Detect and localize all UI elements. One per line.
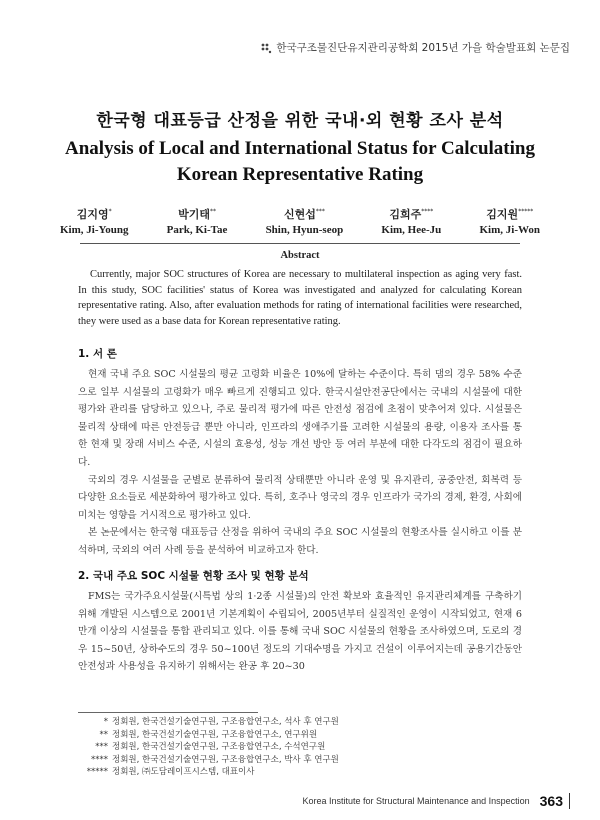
- footnote-text: 정회원, 한국건설기술연구원, 구조융합연구소, 석사 후 연구원: [112, 717, 339, 727]
- author-list: [60, 206, 540, 236]
- author: [266, 206, 344, 236]
- abstract-text: Currently, major SOC structures of Korea are necessary to multilateral inspection as aging very fast. In this study, SOC facilities' status of Korea was investigated and analyzed for calculating Korean representative rating. Also, after evaluation methods for rating of international facilities were researched, they were used as a base data for Korean representative rating.: [78, 269, 522, 327]
- running-header: [260, 40, 570, 55]
- footnote: [78, 716, 339, 729]
- abstract-heading: Abstract: [280, 250, 320, 261]
- author-mark: **: [209, 208, 216, 215]
- paper-title-english: [0, 136, 600, 188]
- author-name-english: Park, Ki-Tae: [166, 224, 228, 236]
- author-name-korean: 김희주: [389, 208, 422, 221]
- section-body-introduction: [78, 366, 522, 560]
- author-name-english: Kim, Hee-Ju: [381, 224, 442, 236]
- title-english-line1: Analysis of Local and International Status for Calculating: [65, 138, 535, 159]
- section-body-status: [78, 588, 522, 676]
- author-name-korean: 김지원: [486, 208, 519, 221]
- footer-institute: Korea Institute for Structural Maintenance and Inspection: [302, 796, 530, 806]
- author-name-korean: 신현섭: [283, 208, 316, 221]
- section-heading-introduction: 1. 서 론: [78, 348, 117, 360]
- author-mark: *: [108, 208, 112, 215]
- footnote-mark: **: [99, 729, 108, 740]
- footnote-mark: ****: [91, 754, 108, 765]
- paragraph: FMS는 국가주요시설물(시특법 상의 1·2종 시설물)의 안전 확보와 효율적인 유지관리체계를 구축하기 위해 개발된 시스템으로 2001년 기본계획이 수립되어, 2005년부터 실질적인 운영이 시작되었고, 현재 6만개 이상의 시설물을 통합 관리되고 있다. 이를 통해 국내 SOC 시설물의 현황을 조사하였으며, 도로의 경우 15~50년, 상하수도의 경우 50~100년 정도의 기대수명을 가지고 건설이 이루어지는데 공용기간동안 안전성과 사용성을 유지하기 위해서는 완공 후 20~30: [78, 591, 522, 673]
- footnote: [78, 754, 339, 767]
- author-name-english: Kim, Ji-Young: [60, 224, 129, 236]
- author-mark: *****: [518, 208, 534, 215]
- author: [381, 206, 441, 236]
- paper-title-korean: 한국형 대표등급 산정을 위한 국내·외 현황 조사 분석: [96, 111, 504, 131]
- footnote-mark: *: [103, 717, 108, 727]
- footnote-text: 정회원, 한국건설기술연구원, 구조융합연구소, 박사 후 연구원: [112, 754, 339, 765]
- author-name-korean: 박기태: [178, 208, 210, 221]
- author-mark: ****: [421, 208, 434, 215]
- author-mark: ***: [315, 208, 325, 215]
- emblem-icon: [260, 42, 272, 54]
- footnote: [78, 741, 339, 754]
- footnote-mark: *****: [86, 767, 108, 777]
- title-english-line2: Korean Representative Rating: [176, 164, 424, 185]
- author-name-korean: 김지영: [76, 208, 109, 221]
- footnote-text: 정회원, 한국건설기술연구원, 구조융합연구소, 연구위원: [112, 729, 318, 740]
- page-number: 363: [539, 793, 563, 809]
- section-heading-status: 2. 국내 주요 SOC 시설물 현황 조사 및 현황 분석: [78, 570, 309, 582]
- header-text: 한국구조물진단유지관리공학회 2015년 가을 학술발표회 논문집: [276, 42, 570, 54]
- author: [167, 206, 228, 236]
- footer-bar: [569, 793, 570, 809]
- footnote-text: 정회원, ㈜도담레이프시스템, 대표이사: [112, 767, 255, 777]
- paragraph: 국외의 경우 시설물을 군별로 분류하여 물리적 상태뿐만 아니라 운영 및 유지관리, 공중안전, 회복력 등 다양한 요소들로 세분화하여 평가하고 있다. 특히, 호주나 영국의 경우 인프라가 국가의 경제, 환경, 사회에 미치는 영향을 거시적으로 평가하고 있다.: [78, 474, 522, 521]
- abstract-divider: [80, 243, 520, 244]
- paragraph: 본 논문에서는 한국형 대표등급 산정을 위하여 국내의 주요 SOC 시설물의 현황조사를 실시하고 이를 분석하며, 국외의 여러 사례 등을 분석하여 비교하고자 한다.: [78, 527, 522, 556]
- author: [479, 206, 540, 236]
- page-footer: [303, 793, 571, 809]
- footnote-divider: [78, 712, 258, 713]
- paragraph: 현재 국내 주요 SOC 시설물의 평균 고령화 비율은 10%에 달하는 수준이다. 특히 댐의 경우 58% 수준으로 일부 시설물의 고령화가 매우 빠르게 진행되고 있다. 한국시설안전공단에서는 국내의 시설물에 대한 평가와 관리를 담당하고 있으나, 주로 물리적 평가에 따른 안전성 점검에 초점이 맞추어져 있다. 시설물은 물리적 상태에 따른 안전등급 뿐만 아니라, 인프라의 생애주기를 고려한 시설물의 용량, 이용자 조사를 통한 현재 및 장래 서비스 수준, 시설의 효용성, 성능 개선 방안 등 여러 부분에 대한 다각도의 점검이 필요하다.: [78, 369, 522, 468]
- footnote: [78, 766, 339, 779]
- footnote: [78, 729, 339, 742]
- author-name-english: Kim, Ji-Won: [479, 224, 540, 236]
- footnote-text: 정회원, 한국건설기술연구원, 구조융합연구소, 수석연구원: [112, 742, 326, 752]
- author: [60, 206, 128, 236]
- footnote-mark: ***: [95, 742, 108, 752]
- footnotes: [78, 716, 339, 779]
- author-name-english: Shin, Hyun-seop: [265, 224, 344, 236]
